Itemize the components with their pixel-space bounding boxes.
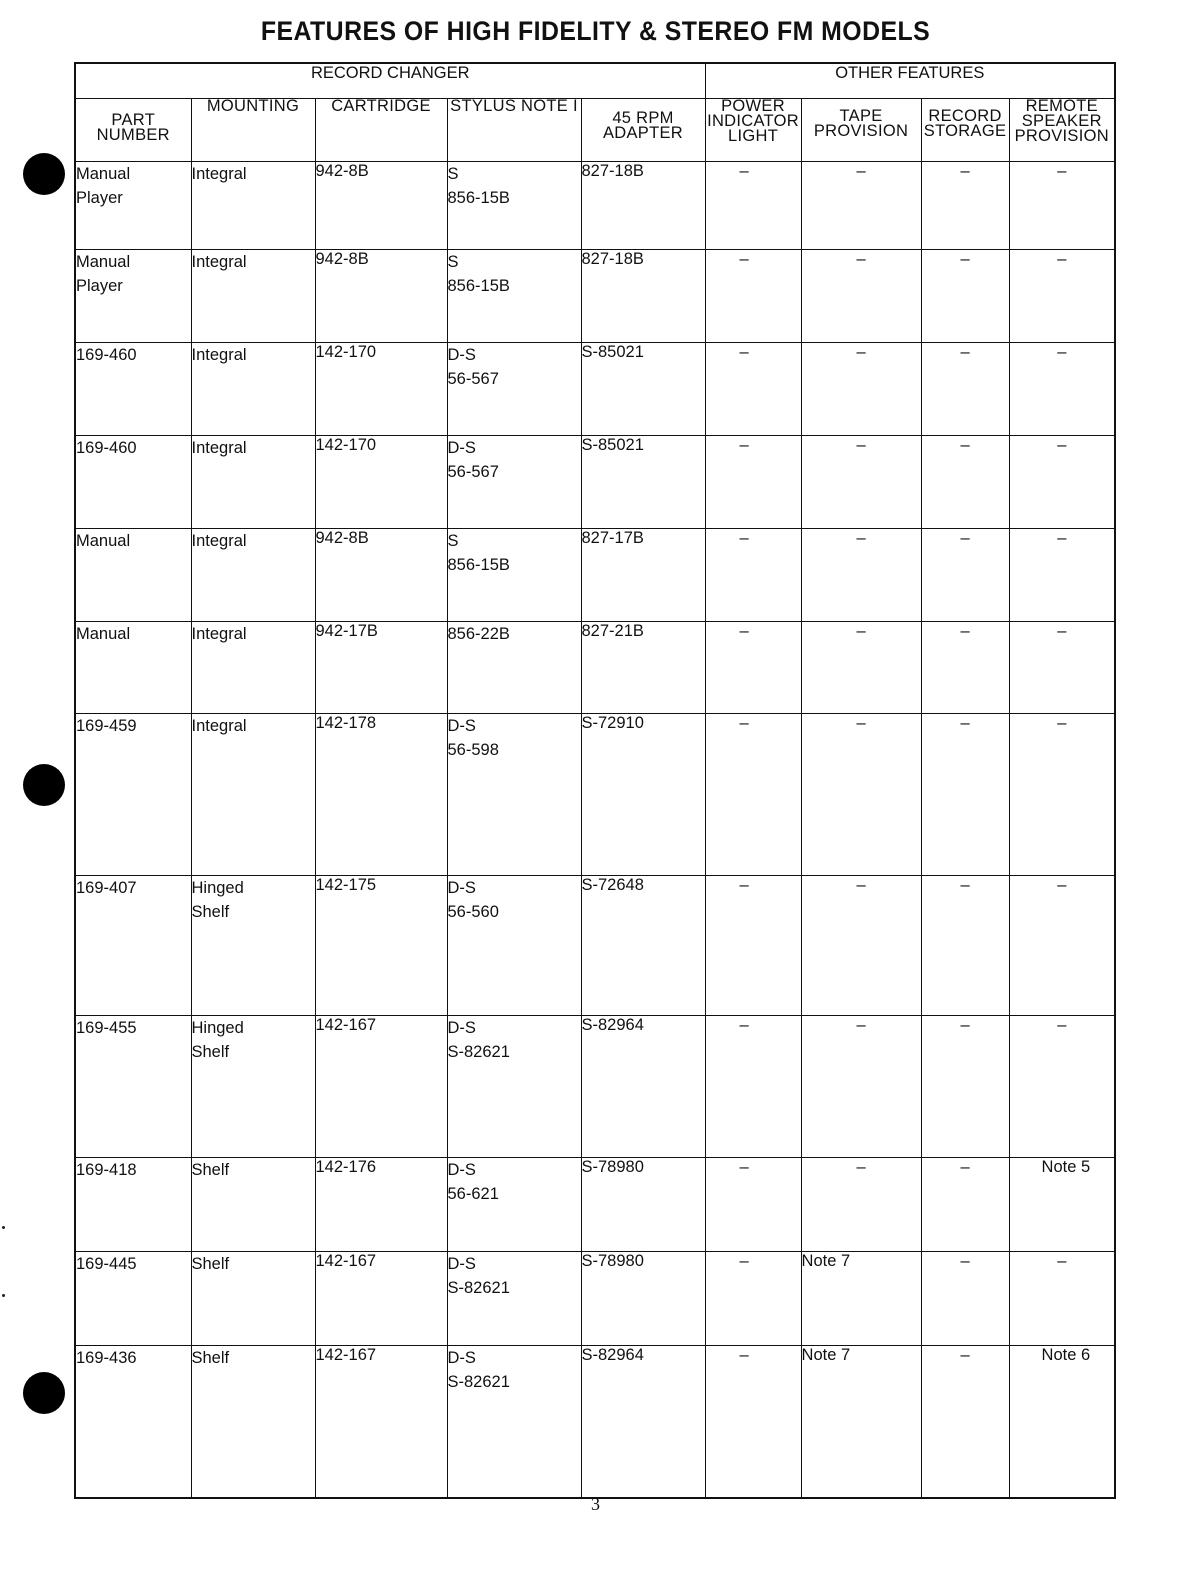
cell-part-number: Manual — [75, 529, 191, 622]
cell-power-indicator: – — [705, 1016, 801, 1158]
cell-cartridge: 142-178 — [315, 714, 447, 876]
cell-record-storage: – — [921, 343, 1009, 436]
cell-tape-provision: Note 7 — [801, 1252, 921, 1346]
header-part-number: PART NUMBER — [75, 99, 191, 162]
cell-cartridge: 942-8B — [315, 162, 447, 250]
cell-stylus: D-S 56-567 — [447, 436, 581, 529]
cell-part-number: 169-460 — [75, 343, 191, 436]
cell-45rpm-adapter: 827-18B — [581, 250, 705, 343]
cell-power-indicator: – — [705, 250, 801, 343]
cell-cartridge: 942-17B — [315, 622, 447, 714]
cell-45rpm-adapter: 827-21B — [581, 622, 705, 714]
cell-part-number: 169-445 — [75, 1252, 191, 1346]
header-mounting: MOUNTING — [191, 99, 315, 162]
cell-record-storage: – — [921, 714, 1009, 876]
cell-record-storage: – — [921, 1252, 1009, 1346]
cell-remote-speaker: – — [1009, 1252, 1115, 1346]
cell-stylus: D-S 56-567 — [447, 343, 581, 436]
cell-stylus: 856-22B — [447, 622, 581, 714]
cell-record-storage: – — [921, 1016, 1009, 1158]
cell-tape-provision: – — [801, 714, 921, 876]
cell-mounting: Hinged Shelf — [191, 1016, 315, 1158]
cell-mounting: Shelf — [191, 1346, 315, 1498]
cell-cartridge: 142-175 — [315, 876, 447, 1016]
cell-part-number: 169-407 — [75, 876, 191, 1016]
group-other-features: OTHER FEATURES — [705, 63, 1115, 99]
margin-mark — [2, 1294, 5, 1297]
cell-stylus: D-S S-82621 — [447, 1252, 581, 1346]
cell-tape-provision: Note 7 — [801, 1346, 921, 1498]
cell-tape-provision: – — [801, 876, 921, 1016]
cell-remote-speaker: – — [1009, 876, 1115, 1016]
cell-mounting: Integral — [191, 343, 315, 436]
cell-cartridge: 142-170 — [315, 436, 447, 529]
group-record-changer: RECORD CHANGER — [75, 63, 705, 99]
cell-stylus: D-S 56-598 — [447, 714, 581, 876]
header-remote-speaker: REMOTE SPEAKER PROVISION — [1009, 99, 1115, 162]
cell-remote-speaker: – — [1009, 436, 1115, 529]
cell-cartridge: 142-167 — [315, 1252, 447, 1346]
cell-tape-provision: – — [801, 622, 921, 714]
cell-power-indicator: – — [705, 1252, 801, 1346]
table-row — [75, 1252, 1115, 1346]
table-body — [75, 162, 1115, 1498]
cell-45rpm-adapter: S-72648 — [581, 876, 705, 1016]
cell-tape-provision: – — [801, 1158, 921, 1252]
cell-record-storage: – — [921, 1158, 1009, 1252]
cell-record-storage: – — [921, 622, 1009, 714]
table-row — [75, 250, 1115, 343]
table-row — [75, 436, 1115, 529]
cell-45rpm-adapter: S-78980 — [581, 1252, 705, 1346]
cell-tape-provision: – — [801, 529, 921, 622]
cell-part-number: Manual Player — [75, 162, 191, 250]
cell-power-indicator: – — [705, 622, 801, 714]
cell-power-indicator: – — [705, 1346, 801, 1498]
table-row — [75, 876, 1115, 1016]
cell-45rpm-adapter: S-78980 — [581, 1158, 705, 1252]
cell-part-number: Manual — [75, 622, 191, 714]
cell-cartridge: 942-8B — [315, 529, 447, 622]
header-record-storage: RECORD STORAGE — [921, 99, 1009, 162]
features-table — [74, 62, 1116, 1499]
cell-record-storage: – — [921, 436, 1009, 529]
table-row — [75, 162, 1115, 250]
header-45rpm-adapter: 45 RPM ADAPTER — [581, 99, 705, 162]
cell-mounting: Hinged Shelf — [191, 876, 315, 1016]
cell-power-indicator: – — [705, 876, 801, 1016]
cell-stylus: D-S S-82621 — [447, 1346, 581, 1498]
cell-45rpm-adapter: S-85021 — [581, 436, 705, 529]
table-row — [75, 343, 1115, 436]
cell-part-number: 169-455 — [75, 1016, 191, 1158]
punch-hole — [23, 153, 65, 195]
header-tape-provision: TAPE PROVISION — [801, 99, 921, 162]
cell-mounting: Integral — [191, 436, 315, 529]
punch-hole — [23, 1372, 65, 1414]
cell-remote-speaker: – — [1009, 622, 1115, 714]
cell-part-number: 169-418 — [75, 1158, 191, 1252]
cell-cartridge: 142-167 — [315, 1346, 447, 1498]
table-row — [75, 1158, 1115, 1252]
header-cartridge: CARTRIDGE — [315, 99, 447, 162]
cell-tape-provision: – — [801, 343, 921, 436]
cell-remote-speaker: – — [1009, 162, 1115, 250]
cell-45rpm-adapter: S-72910 — [581, 714, 705, 876]
cell-remote-speaker: – — [1009, 529, 1115, 622]
cell-mounting: Integral — [191, 162, 315, 250]
table-row — [75, 1016, 1115, 1158]
cell-stylus: S 856-15B — [447, 250, 581, 343]
cell-remote-speaker: – — [1009, 714, 1115, 876]
cell-part-number: 169-460 — [75, 436, 191, 529]
cell-remote-speaker: Note 6 — [1009, 1346, 1115, 1498]
punch-hole — [23, 764, 65, 806]
cell-cartridge: 142-167 — [315, 1016, 447, 1158]
cell-45rpm-adapter: 827-18B — [581, 162, 705, 250]
cell-stylus: S 856-15B — [447, 529, 581, 622]
cell-mounting: Shelf — [191, 1158, 315, 1252]
cell-45rpm-adapter: S-85021 — [581, 343, 705, 436]
cell-remote-speaker: – — [1009, 250, 1115, 343]
cell-power-indicator: – — [705, 1158, 801, 1252]
cell-mounting: Integral — [191, 622, 315, 714]
cell-part-number: Manual Player — [75, 250, 191, 343]
cell-record-storage: – — [921, 876, 1009, 1016]
cell-cartridge: 142-170 — [315, 343, 447, 436]
cell-stylus: D-S S-82621 — [447, 1016, 581, 1158]
table-row — [75, 1346, 1115, 1498]
cell-remote-speaker: Note 5 — [1009, 1158, 1115, 1252]
cell-remote-speaker: – — [1009, 343, 1115, 436]
cell-power-indicator: – — [705, 343, 801, 436]
cell-45rpm-adapter: S-82964 — [581, 1346, 705, 1498]
cell-record-storage: – — [921, 1346, 1009, 1498]
cell-record-storage: – — [921, 529, 1009, 622]
cell-power-indicator: – — [705, 714, 801, 876]
column-header-row — [75, 99, 1115, 162]
cell-power-indicator: – — [705, 436, 801, 529]
cell-power-indicator: – — [705, 529, 801, 622]
page-title: FEATURES OF HIGH FIDELITY & STEREO FM MODELS — [260, 16, 931, 46]
cell-part-number: 169-436 — [75, 1346, 191, 1498]
table-row — [75, 529, 1115, 622]
cell-45rpm-adapter: 827-17B — [581, 529, 705, 622]
cell-stylus: D-S 56-621 — [447, 1158, 581, 1252]
cell-cartridge: 942-8B — [315, 250, 447, 343]
cell-tape-provision: – — [801, 436, 921, 529]
cell-mounting: Integral — [191, 250, 315, 343]
cell-45rpm-adapter: S-82964 — [581, 1016, 705, 1158]
header-power-indicator: POWER INDICATOR LIGHT — [705, 99, 801, 162]
group-header-row — [75, 63, 1115, 99]
cell-mounting: Shelf — [191, 1252, 315, 1346]
margin-mark — [2, 1226, 5, 1229]
cell-tape-provision: – — [801, 162, 921, 250]
cell-mounting: Integral — [191, 714, 315, 876]
header-stylus: STYLUS NOTE I — [447, 99, 581, 162]
cell-mounting: Integral — [191, 529, 315, 622]
cell-stylus: D-S 56-560 — [447, 876, 581, 1016]
cell-stylus: S 856-15B — [447, 162, 581, 250]
cell-record-storage: – — [921, 162, 1009, 250]
cell-tape-provision: – — [801, 1016, 921, 1158]
cell-tape-provision: – — [801, 250, 921, 343]
cell-remote-speaker: – — [1009, 1016, 1115, 1158]
cell-part-number: 169-459 — [75, 714, 191, 876]
cell-power-indicator: – — [705, 162, 801, 250]
cell-cartridge: 142-176 — [315, 1158, 447, 1252]
table-row — [75, 622, 1115, 714]
page-number: 3 — [591, 1494, 600, 1514]
cell-record-storage: – — [921, 250, 1009, 343]
table-row — [75, 714, 1115, 876]
